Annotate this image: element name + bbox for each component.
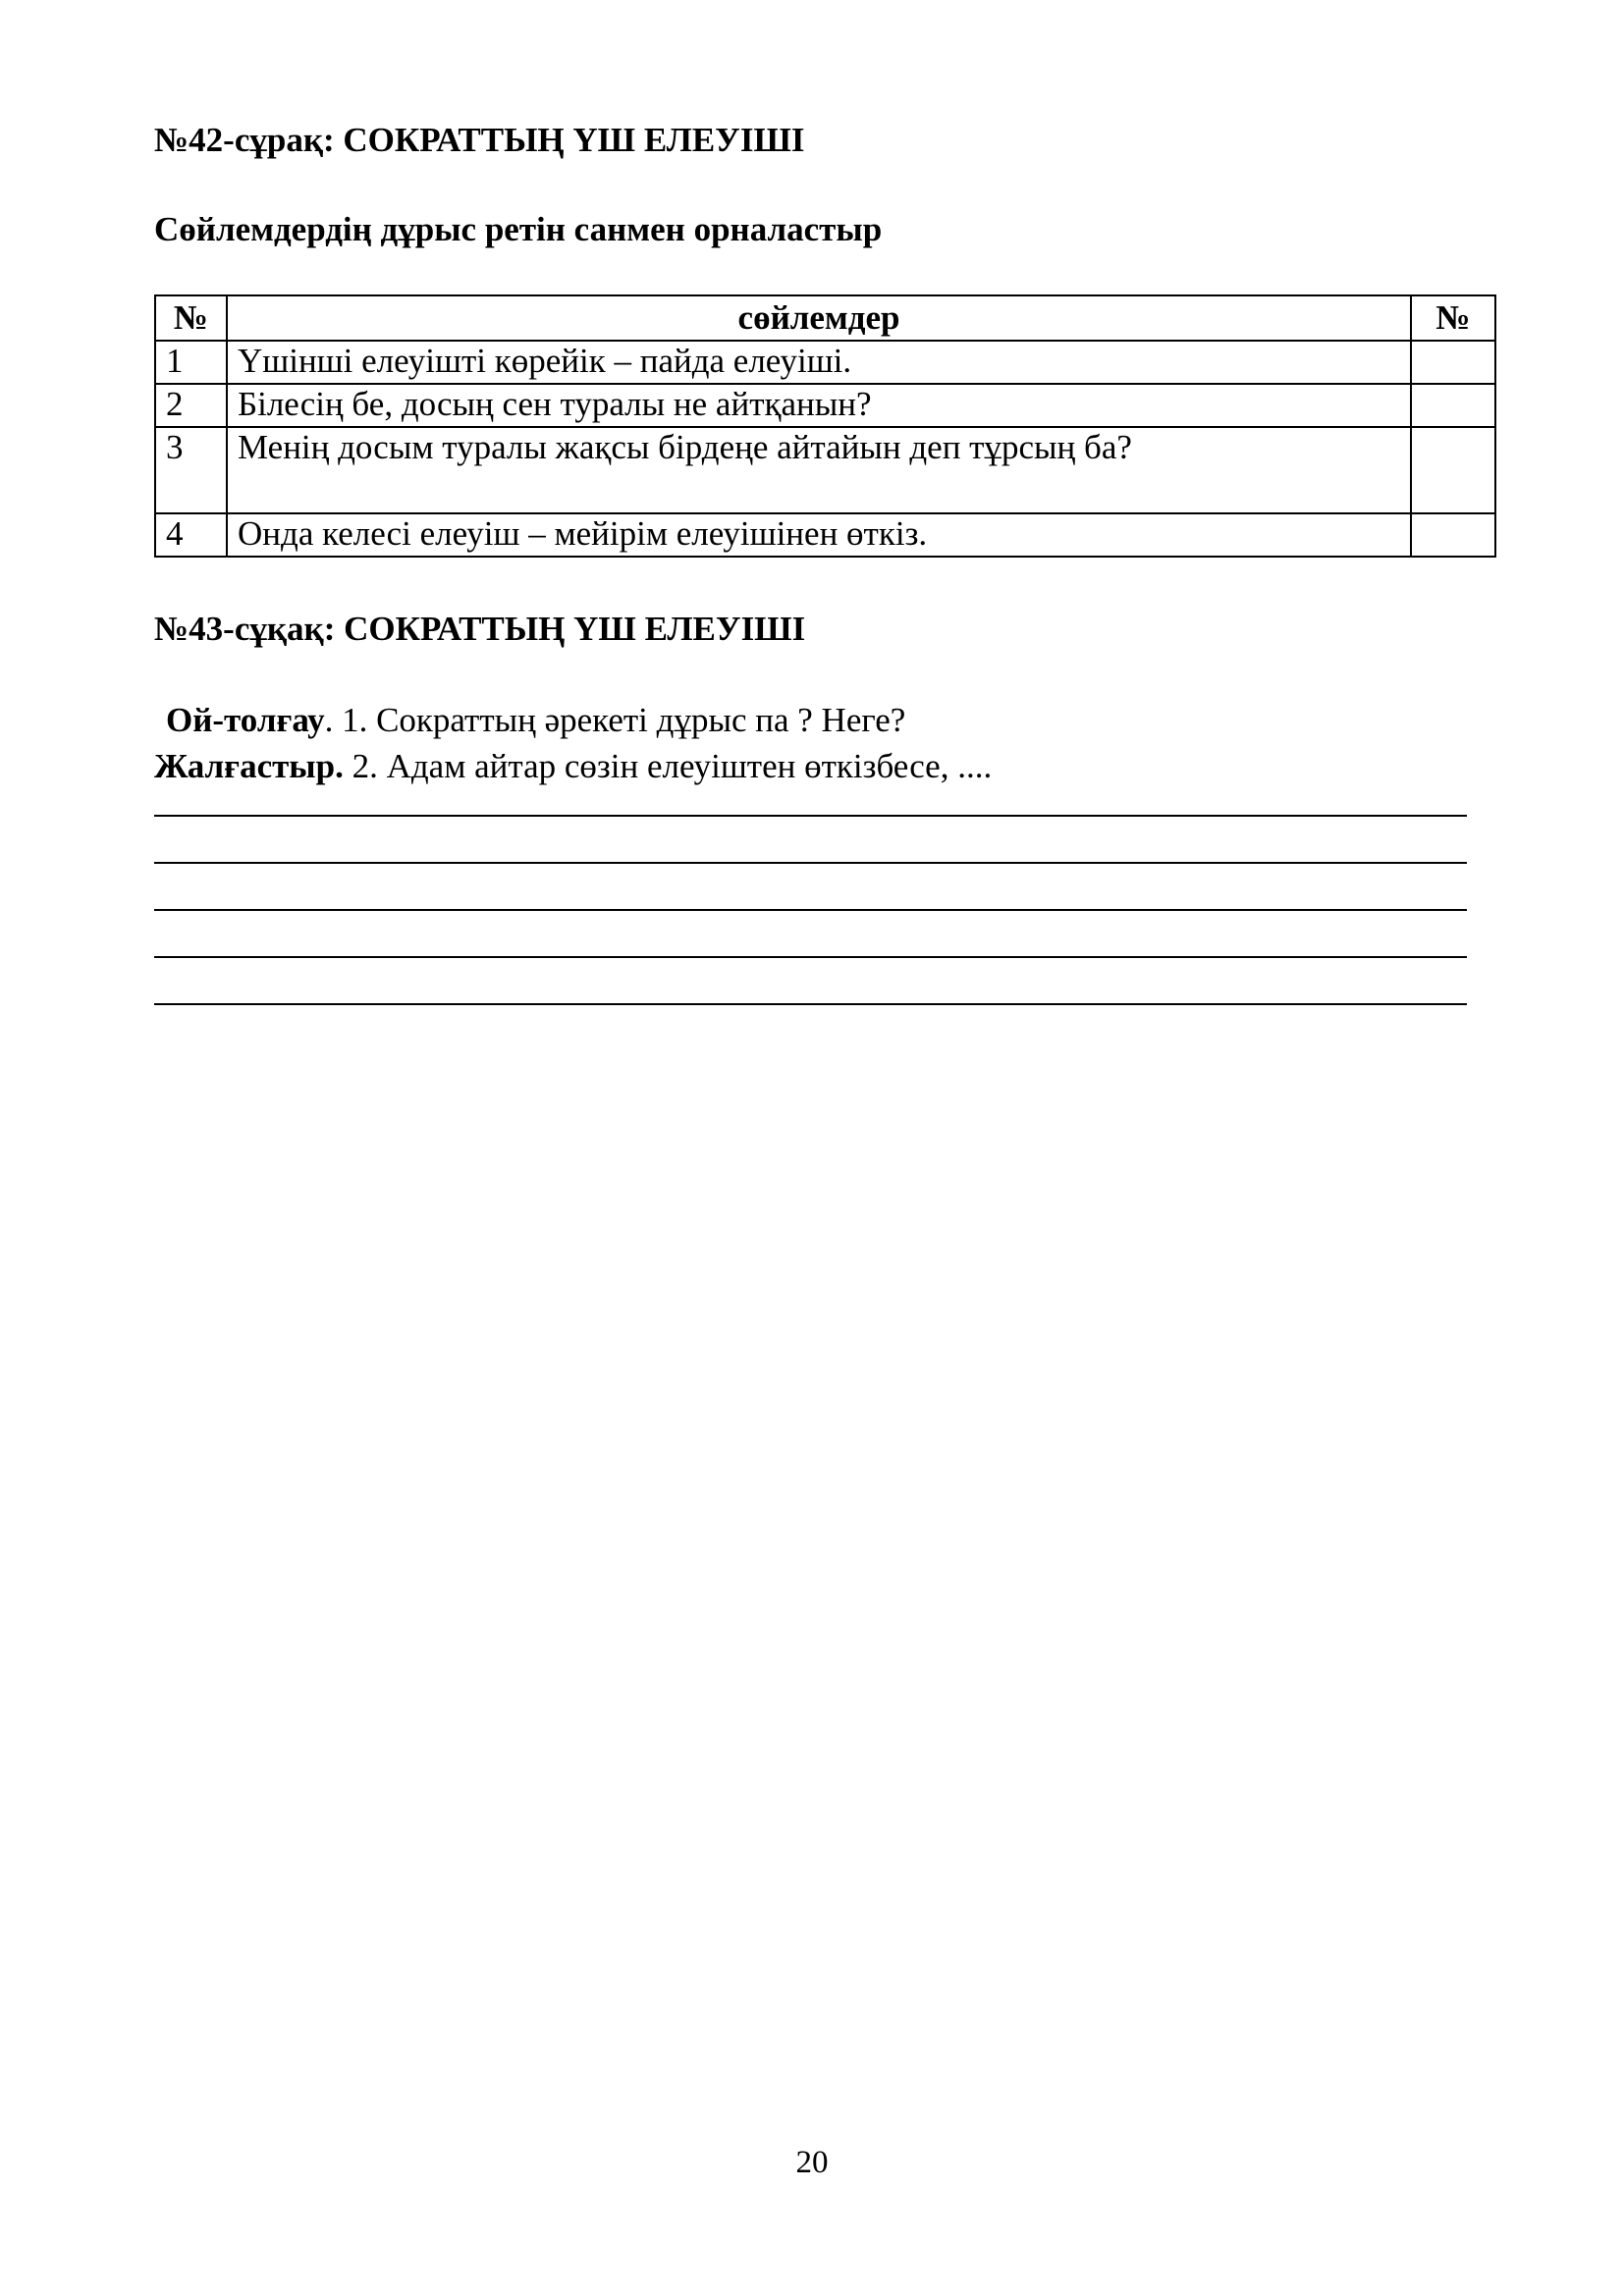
row-answer-cell[interactable] <box>1411 384 1495 427</box>
question-43-title: №43-сұқақ: СОКРАТТЫҢ ҮШ ЕЛЕУІШІ <box>154 610 806 648</box>
row-number: 2 <box>155 384 227 427</box>
table-header-row <box>155 295 1495 341</box>
table-row <box>155 384 1495 427</box>
answer-lines[interactable] <box>154 815 1467 1050</box>
row-number: 3 <box>155 427 227 513</box>
question-42-instruction: Сөйлемдердің дұрыс ретін санмен орналастыр <box>154 210 883 248</box>
continue-label: Жалғастыр. <box>154 747 344 785</box>
answer-line[interactable] <box>154 956 1467 958</box>
sentence-order-table <box>154 294 1496 558</box>
table-row <box>155 513 1495 557</box>
continue-prompt: 2. Адам айтар сөзін елеуіштен өткізбесе, .... <box>343 747 993 785</box>
row-sentence: Үшінші елеуішті көрейік – пайда елеуіші. <box>227 341 1411 384</box>
header-sentences: сөйлемдер <box>227 295 1411 341</box>
answer-line[interactable] <box>154 862 1467 864</box>
header-number: № <box>155 295 227 341</box>
reflection-question: . 1. Сократтың әрекеті дұрыс па ? Неге? <box>324 701 906 739</box>
continue-task <box>154 745 992 788</box>
table-row <box>155 341 1495 384</box>
row-sentence: Менің досым туралы жақсы бірдеңе айтайын деп тұрсың ба? <box>227 427 1411 513</box>
answer-line[interactable] <box>154 815 1467 817</box>
row-answer-cell[interactable] <box>1411 427 1495 513</box>
question-42-title: №42-сұрақ: СОКРАТТЫҢ ҮШ ЕЛЕУІШІ <box>154 121 805 159</box>
reflection-task <box>166 699 905 742</box>
page-number: 20 <box>795 2145 829 2180</box>
header-answer-number: № <box>1411 295 1495 341</box>
row-number: 1 <box>155 341 227 384</box>
reflection-label: Ой-толғау <box>166 701 325 739</box>
answer-line[interactable] <box>154 909 1467 911</box>
table-row <box>155 427 1495 513</box>
row-answer-cell[interactable] <box>1411 513 1495 557</box>
answer-line[interactable] <box>154 1003 1467 1005</box>
row-answer-cell[interactable] <box>1411 341 1495 384</box>
row-sentence: Онда келесі елеуіш – мейірім елеуішінен өткіз. <box>227 513 1411 557</box>
row-number: 4 <box>155 513 227 557</box>
row-sentence: Білесің бе, досың сен туралы не айтқанын? <box>227 384 1411 427</box>
